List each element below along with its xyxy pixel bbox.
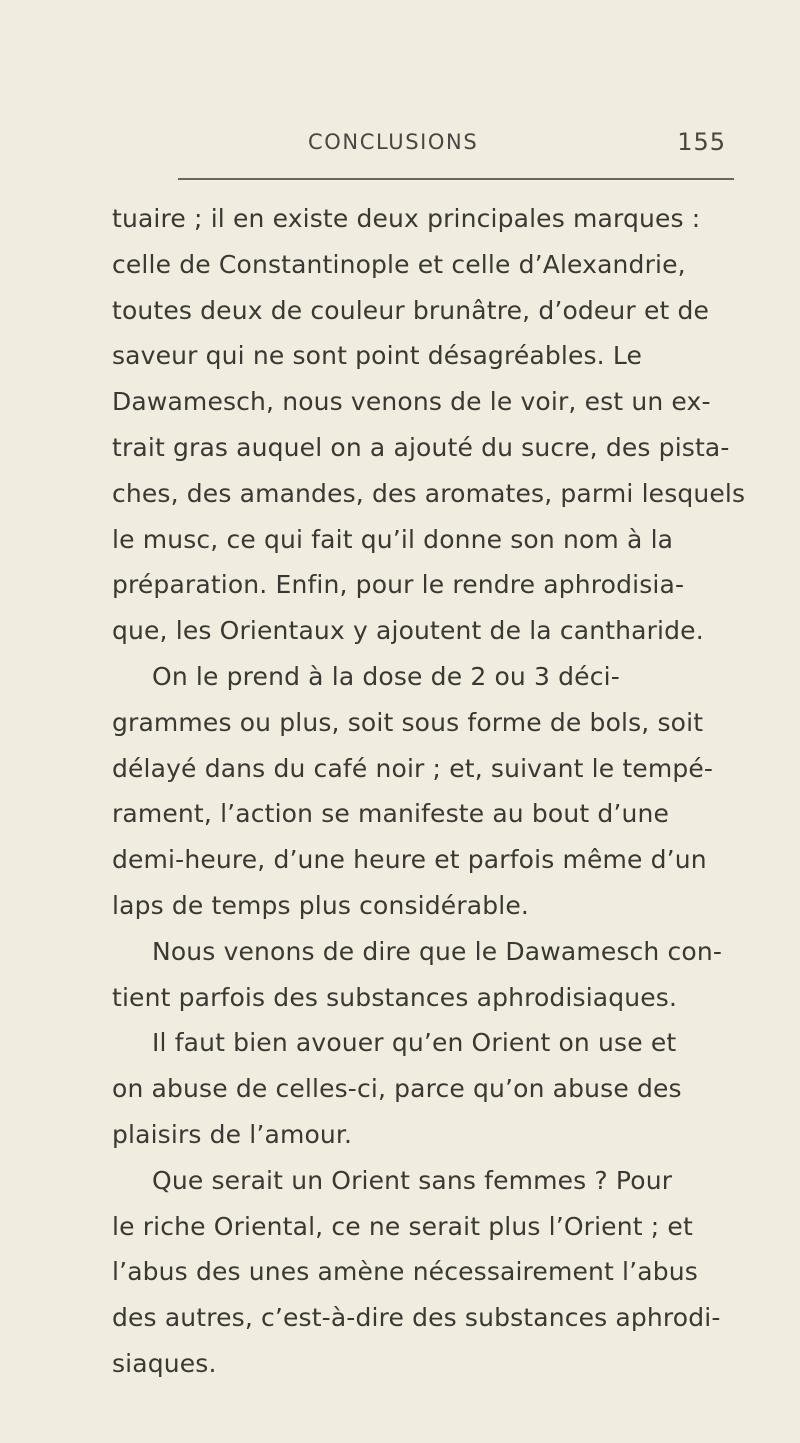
text-line: Dawamesch, nous venons de le voir, est un ex- [112,387,711,417]
text-line: délayé dans du café noir ; et, suivant le tempé- [112,753,714,783]
text-line: on abuse de celles-ci, parce qu’on abuse des [112,1074,682,1104]
text-line: préparation. Enfin, pour le rendre aphrodisia- [112,570,685,600]
paragraph-start-line: On le prend à la dose de 2 ou 3 déci- [152,661,620,691]
text-line: ches, des amandes, des aromates, parmi lesquels [112,478,746,508]
page-number: 155 [677,128,726,156]
body-text [112,196,746,1387]
paragraph-start-line: Il faut bien avouer qu’en Orient on use et [152,1028,677,1058]
section-title: CONCLUSIONS [308,130,479,154]
text-line: l’abus des unes amène nécessairement l’abus [112,1257,698,1287]
text-line: plaisirs de l’amour. [112,1119,353,1149]
text-line: le riche Oriental, ce ne serait plus l’Orient ; et [112,1211,693,1241]
text-line: rament, l’action se manifeste au bout d’une [112,799,670,829]
text-line: tuaire ; il en existe deux principales marques : [112,204,701,233]
text-line: trait gras auquel on a ajouté du sucre, des pista- [112,432,730,462]
paragraph-start-line: Que serait un Orient sans femmes ? Pour [152,1165,673,1195]
text-line: des autres, c’est-à-dire des substances aphrodi- [112,1303,721,1333]
text-line: toutes deux de couleur brunâtre, d’odeur et de [112,295,710,325]
text-line: celle de Constantinople et celle d’Alexandrie, [112,249,686,279]
text-line: tient parfois des substances aphrodisiaques. [112,982,678,1012]
header-rule [178,178,734,180]
text-line: siaques. [112,1348,217,1378]
paragraph-start-line: Nous venons de dire que le Dawamesch con- [152,936,723,966]
text-line: le musc, ce qui fait qu’il donne son nom à la [112,524,674,554]
running-head [176,130,736,166]
text-line: grammes ou plus, soit sous forme de bols, soit [112,707,704,737]
text-line: laps de temps plus considérable. [112,890,529,920]
text-line: saveur qui ne sont point désagréables. Le [112,341,643,371]
text-line: demi-heure, d’une heure et parfois même d’un [112,845,707,875]
text-line: que, les Orientaux y ajoutent de la cantharide. [112,616,704,646]
